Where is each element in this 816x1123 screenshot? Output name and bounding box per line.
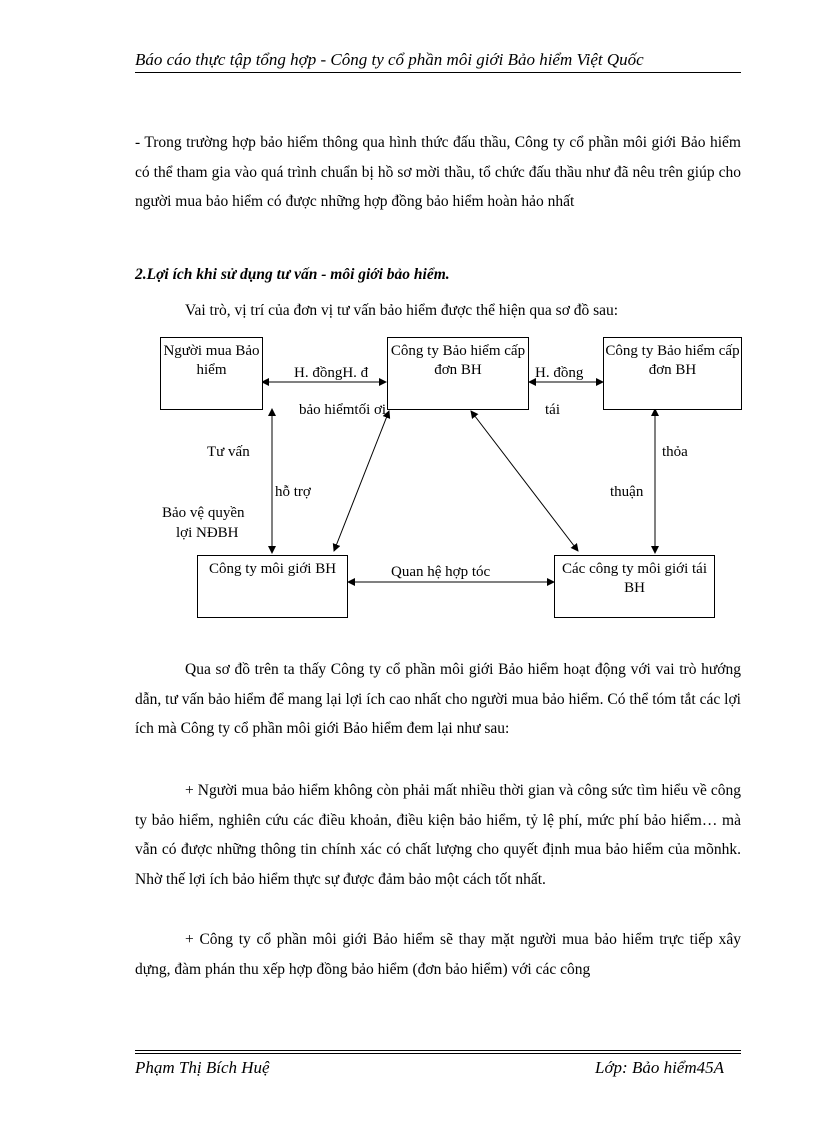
footer-rule-bottom (135, 1053, 741, 1054)
label-agree: thỏa (662, 444, 688, 460)
section-heading: 2.Lợi ích khi sử dụng tư vấn - môi giới bảo hiểm. (135, 266, 450, 283)
arrow-insurer-reinsurance (471, 411, 578, 551)
box-buyer: Người mua Bảo hiểm (160, 337, 263, 410)
label-support: hỗ trợ (275, 484, 311, 500)
diagram-intro: Vai trò, vị trí của đơn vị tư vấn bảo hiểm được thể hiện qua sơ đồ sau: (185, 302, 619, 319)
body-paragraph-2: + Người mua bảo hiểm không còn phải mất nhiều thời gian và công sức tìm hiểu về công ty bảo hiểm, nghiên cứu các điều khoản, điều kiện bảo hiểm, tỷ lệ phí, mức phí bảo hiểm… mà vẫn có được những thông tin chính xác có chất lượng cho quyết định mua bảo hiểm của mõnhk. Nhờ thế lợi ích bảo hiểm thực sự được đảm bảo một cách tốt nhất. (135, 782, 741, 888)
footer-class: Lớp: Bảo hiểm45A (595, 1058, 725, 1077)
footer-rule-top (135, 1050, 741, 1051)
box-insurer-2: Công ty Bảo hiểm cấp đơn BH (603, 337, 742, 410)
box-broker: Công ty môi giới BH (197, 555, 348, 618)
label-protect: Bảo vệ quyền (162, 505, 245, 521)
label-contract-right: H. đồng (535, 365, 584, 381)
page-header-title: Báo cáo thực tập tổng hợp - Công ty cổ phần môi giới Bảo hiểm Việt Quốc (135, 50, 644, 69)
label-reinsurance: tái (545, 402, 560, 418)
box-reinsurance-brokers: Các công ty môi giới tái BH (554, 555, 715, 618)
intro-paragraph: - Trong trường hợp bảo hiểm thông qua hình thức đấu thầu, Công ty cổ phần môi giới Bảo hiểm có thể tham gia vào quá trình chuẩn bị hồ sơ mời thầu, tổ chức đấu thầu như đã nêu trên giúp cho người mua bảo hiểm có được những hợp đồng bảo hiểm hoàn hảo nhất (135, 134, 741, 210)
body-paragraph-1: Qua sơ đồ trên ta thấy Công ty cổ phần môi giới Bảo hiểm hoạt động với vai trò hướng dẫn, tư vấn bảo hiểm để mang lại lợi ích cao nhất cho người mua bảo hiểm. Có thể tóm tắt các lợi ích mà Công ty cổ phần môi giới Bảo hiểm đem lại như sau: (135, 661, 741, 737)
body-paragraph-3: + Công ty cổ phần môi giới Bảo hiểm sẽ thay mặt người mua bảo hiểm trực tiếp xây dựng, đàm phán thu xếp hợp đồng bảo hiểm (đơn bảo hiểm) với các công (135, 931, 741, 978)
footer-author: Phạm Thị Bích Huệ (135, 1058, 270, 1077)
label-rights: lợi NĐBH (176, 525, 239, 541)
label-agreement: thuận (610, 484, 644, 500)
box-insurer-1: Công ty Bảo hiểm cấp đơn BH (387, 337, 529, 410)
label-insurance-text: bảo hiểmtối ơi (299, 402, 387, 418)
label-advise: Tư vấn (207, 444, 250, 460)
arrow-insurer-broker (334, 411, 389, 551)
label-cooperation: Quan hệ hợp tóc (391, 564, 491, 580)
label-contract-left: H. đồngH. đ (294, 365, 369, 381)
